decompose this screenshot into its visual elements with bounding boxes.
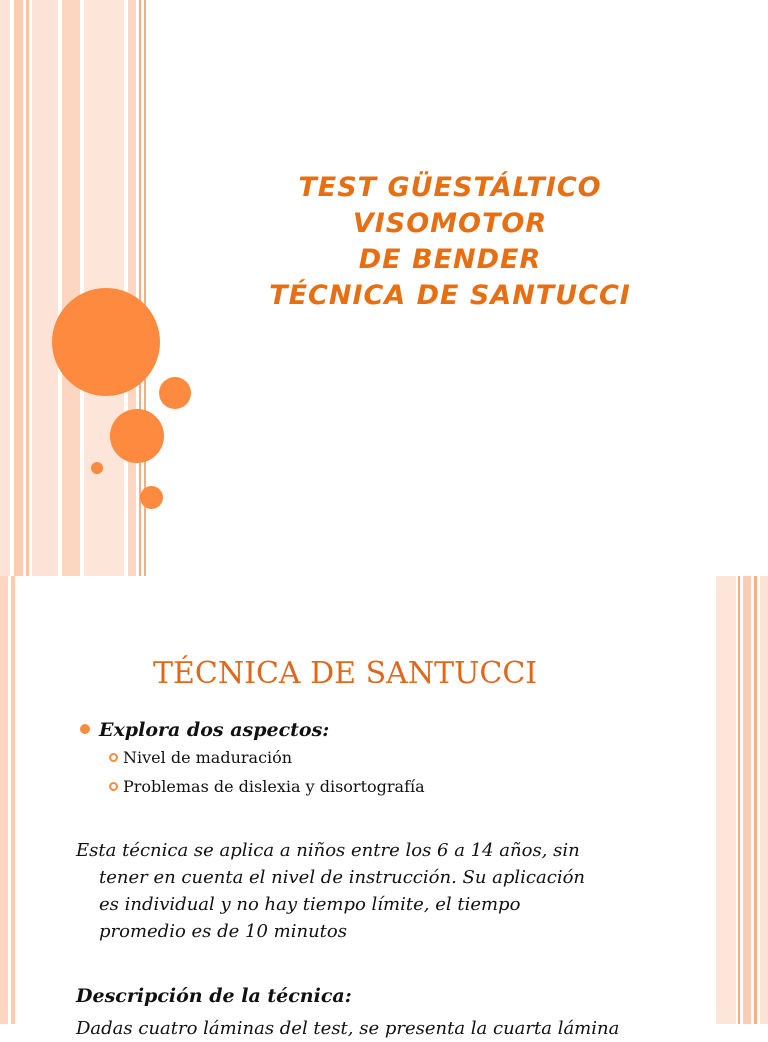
left-stripe-band	[14, 0, 23, 576]
left-stripe-band	[128, 0, 136, 576]
left-stripe-band	[11, 576, 15, 1024]
bullet-text: Explora dos aspectos:	[99, 719, 330, 741]
bullet-dot	[80, 724, 90, 734]
sub-bullet-ring	[109, 753, 118, 762]
slide-title: TÉCNICA DE SANTUCCI	[153, 656, 538, 691]
right-stripe-band	[743, 576, 751, 1024]
decorative-circle-large	[52, 288, 160, 396]
left-stripe-band	[32, 0, 58, 576]
right-stripe-band	[760, 576, 768, 1024]
left-stripe-band	[62, 0, 80, 576]
description-paragraph	[76, 837, 656, 945]
right-stripe-band	[716, 576, 736, 1024]
left-stripe-band	[0, 0, 10, 576]
paragraph-line: promedio es de 10 minutos	[99, 921, 347, 942]
paragraph-line: es individual y no hay tiempo límite, el tiempo	[99, 894, 521, 915]
section-heading: Descripción de la técnica:	[76, 985, 352, 1007]
title-line: DE BENDER	[358, 244, 542, 275]
title-line: VISOMOTOR	[352, 208, 548, 239]
sub-bullet-text: Nivel de maduración	[123, 748, 293, 767]
right-stripe-line	[738, 576, 740, 1024]
partial-text-line: Dadas cuatro láminas del test, se presenta la cuarta lámina	[76, 1018, 620, 1039]
right-stripe-line	[754, 576, 757, 1024]
left-stripe-line	[139, 0, 141, 576]
left-stripe-band	[0, 576, 8, 1024]
decorative-circle-medium	[110, 409, 164, 463]
decorative-circle-small	[140, 486, 163, 509]
content-slide	[0, 576, 768, 1039]
decorative-circle-small	[159, 377, 191, 409]
left-stripe-band	[26, 0, 29, 576]
sub-bullet-text: Problemas de dislexia y disortografía	[123, 777, 425, 796]
paragraph-line: tener en cuenta el nivel de instrucción. Su aplicación	[99, 867, 586, 888]
title-line: TEST GÜESTÁLTICO	[298, 172, 602, 203]
title-line: TÉCNICA DE SANTUCCI	[269, 280, 631, 311]
paragraph-line: Esta técnica se aplica a niños entre los 6 a 14 años, sin	[76, 840, 580, 861]
decorative-circle-tiny	[91, 462, 103, 474]
slide-title	[150, 170, 750, 314]
sub-bullet-ring	[109, 782, 118, 791]
